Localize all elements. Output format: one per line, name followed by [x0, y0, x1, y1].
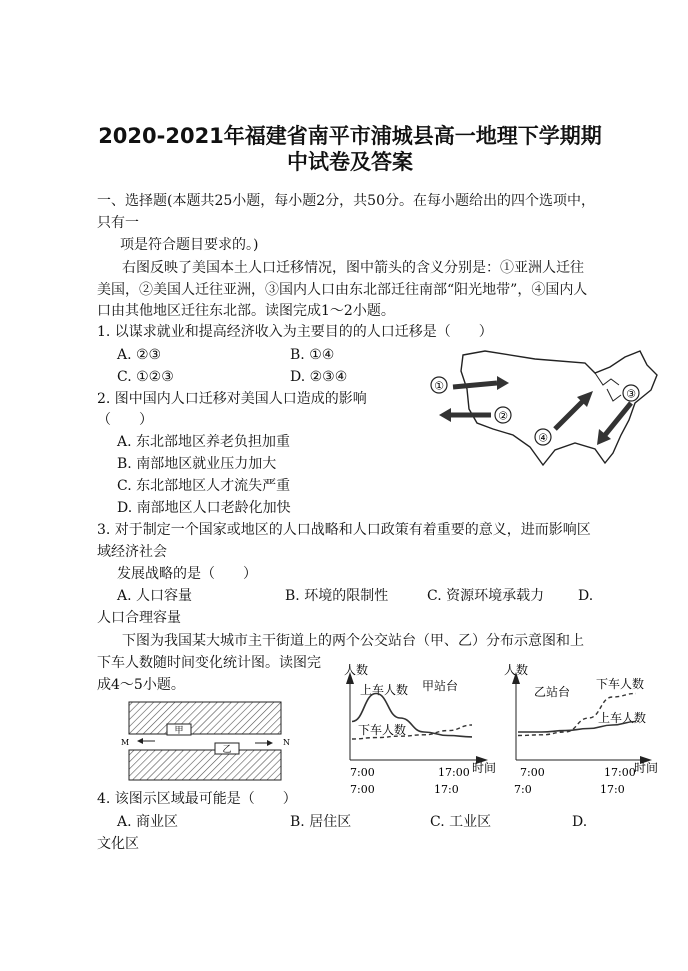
yi-ylabel: 人数 — [504, 663, 529, 677]
arrow4-shaft — [555, 401, 583, 429]
q2-option-d: D. 南部地区人口老龄化加快 — [117, 500, 291, 516]
jia-tick-start: 7:00 — [350, 766, 375, 779]
arrow1-head — [497, 376, 509, 390]
q3-stem: 3. 对于制定一个国家或地区的人口战略和人口政策有着重要的意义，进而影响区 — [97, 522, 591, 538]
yi-xlabel: 时间 — [634, 761, 659, 775]
q2-stem-paren: （ ） — [97, 412, 153, 428]
arrow3-shaft — [605, 403, 631, 435]
yi-series1-label: 下车人数 — [596, 677, 645, 691]
q1-option-a: A. ②③ — [117, 347, 162, 363]
section-heading-3: 项是符合题目要求的。) — [120, 237, 259, 253]
end-m-label: M — [121, 738, 130, 747]
arrow3-label: ③ — [626, 387, 636, 401]
intro-line3: 口由其他地区迁往东北部。读图完成1～2小题。 — [97, 303, 395, 319]
jia-series1-label: 下车人数 — [358, 723, 407, 737]
jia-below-end: 17:0 — [434, 783, 459, 795]
q1-stem: 1. 以谋求就业和提高经济收入为主要目的的人口迁移是（ ） — [97, 324, 493, 340]
yi-tick-start: 7:00 — [520, 766, 545, 779]
q3-option-a: A. 人口容量 — [117, 588, 193, 604]
stop-jia-label: 甲 — [174, 726, 184, 736]
q4-option-d: D. — [572, 814, 588, 830]
street-diagram — [115, 698, 295, 783]
q3-option-d-text: 人口合理容量 — [97, 610, 181, 626]
end-n-label: N — [283, 738, 290, 747]
yi-below-start: 7:0 — [514, 783, 532, 795]
page-title: 2020-2021年福建省南平市浦城县高一地理下学期期 — [98, 124, 602, 148]
q4-option-d-text: 文化区 — [97, 836, 139, 852]
chart-yi — [500, 660, 670, 795]
yi-title: 乙站台 — [534, 685, 571, 699]
q4-option-b: B. 居住区 — [290, 814, 352, 830]
jia-below-start: 7:00 — [350, 783, 375, 795]
stop-yi-label: 乙 — [222, 745, 232, 755]
arrow2-label: ② — [498, 409, 508, 423]
west-arrow-head — [137, 738, 143, 744]
yi-below-end: 17:0 — [600, 783, 625, 795]
q1-option-c: C. ①②③ — [117, 369, 174, 385]
intro2-line3: 成4～5小题。 — [97, 677, 185, 693]
south-block — [129, 750, 281, 780]
intro-line2: 美国，②美国人迁往亚洲，③国内人口由东北部迁往南部“阳光地带”，④国内人 — [97, 282, 588, 298]
jia-title: 甲站台 — [422, 679, 459, 693]
q2-option-a: A. 东北部地区养老负担加重 — [117, 434, 291, 450]
arrow2-head — [439, 408, 451, 422]
north-block — [129, 702, 281, 734]
q2-option-b: B. 南部地区就业压力加大 — [117, 456, 277, 472]
intro-line1: 右图反映了美国本土人口迁移情况，图中箭头的含义分别是：①亚洲人迁往 — [122, 260, 584, 276]
q3-stem-3: 发展战略的是（ ） — [117, 566, 257, 582]
q4-option-c: C. 工业区 — [430, 814, 492, 830]
jia-series0-label: 上车人数 — [360, 683, 409, 697]
q1-option-b: B. ①④ — [290, 347, 335, 363]
section-heading: 一、选择题(本题共25小题，每小题2分，共50分。在每小题给出的四个选项中， — [97, 193, 595, 209]
q2-option-c: C. 东北部地区人才流失严重 — [117, 478, 291, 494]
chart-jia — [330, 660, 500, 795]
arrow1-shaft — [453, 383, 497, 387]
jia-tick-end: 17:00 — [438, 766, 470, 779]
q3-stem-2: 域经济社会 — [97, 544, 167, 560]
page-title-line2: 中试卷及答案 — [287, 150, 413, 174]
q4-option-a: A. 商业区 — [117, 814, 179, 830]
q3-option-b: B. 环境的限制性 — [285, 588, 389, 604]
jia-xlabel: 时间 — [472, 761, 497, 775]
east-arrow-head — [267, 740, 273, 746]
q2-stem: 2. 图中国内人口迁移对美国人口造成的影响 — [97, 391, 367, 407]
q3-option-d: D. — [578, 588, 594, 604]
q3-option-c: C. 资源环境承载力 — [427, 588, 545, 604]
intro2-line1: 下图为我国某大城市主干街道上的两个公交站台（甲、乙）分布示意图和上 — [122, 633, 584, 649]
arrow1-label: ① — [434, 379, 444, 393]
yi-series0-label: 上车人数 — [598, 711, 647, 725]
jia-ylabel: 人数 — [344, 663, 369, 677]
yi-tick-end: 17:00 — [604, 766, 636, 779]
q4-stem: 4. 该图示区域最可能是（ ） — [97, 791, 297, 807]
intro2-line2: 下车人数随时间变化统计图。读图完 — [97, 655, 321, 671]
q1-option-d: D. ②③④ — [290, 369, 348, 385]
arrow4-label: ④ — [538, 431, 548, 445]
us-migration-map — [425, 345, 665, 470]
section-heading-2: 只有一 — [97, 215, 139, 231]
